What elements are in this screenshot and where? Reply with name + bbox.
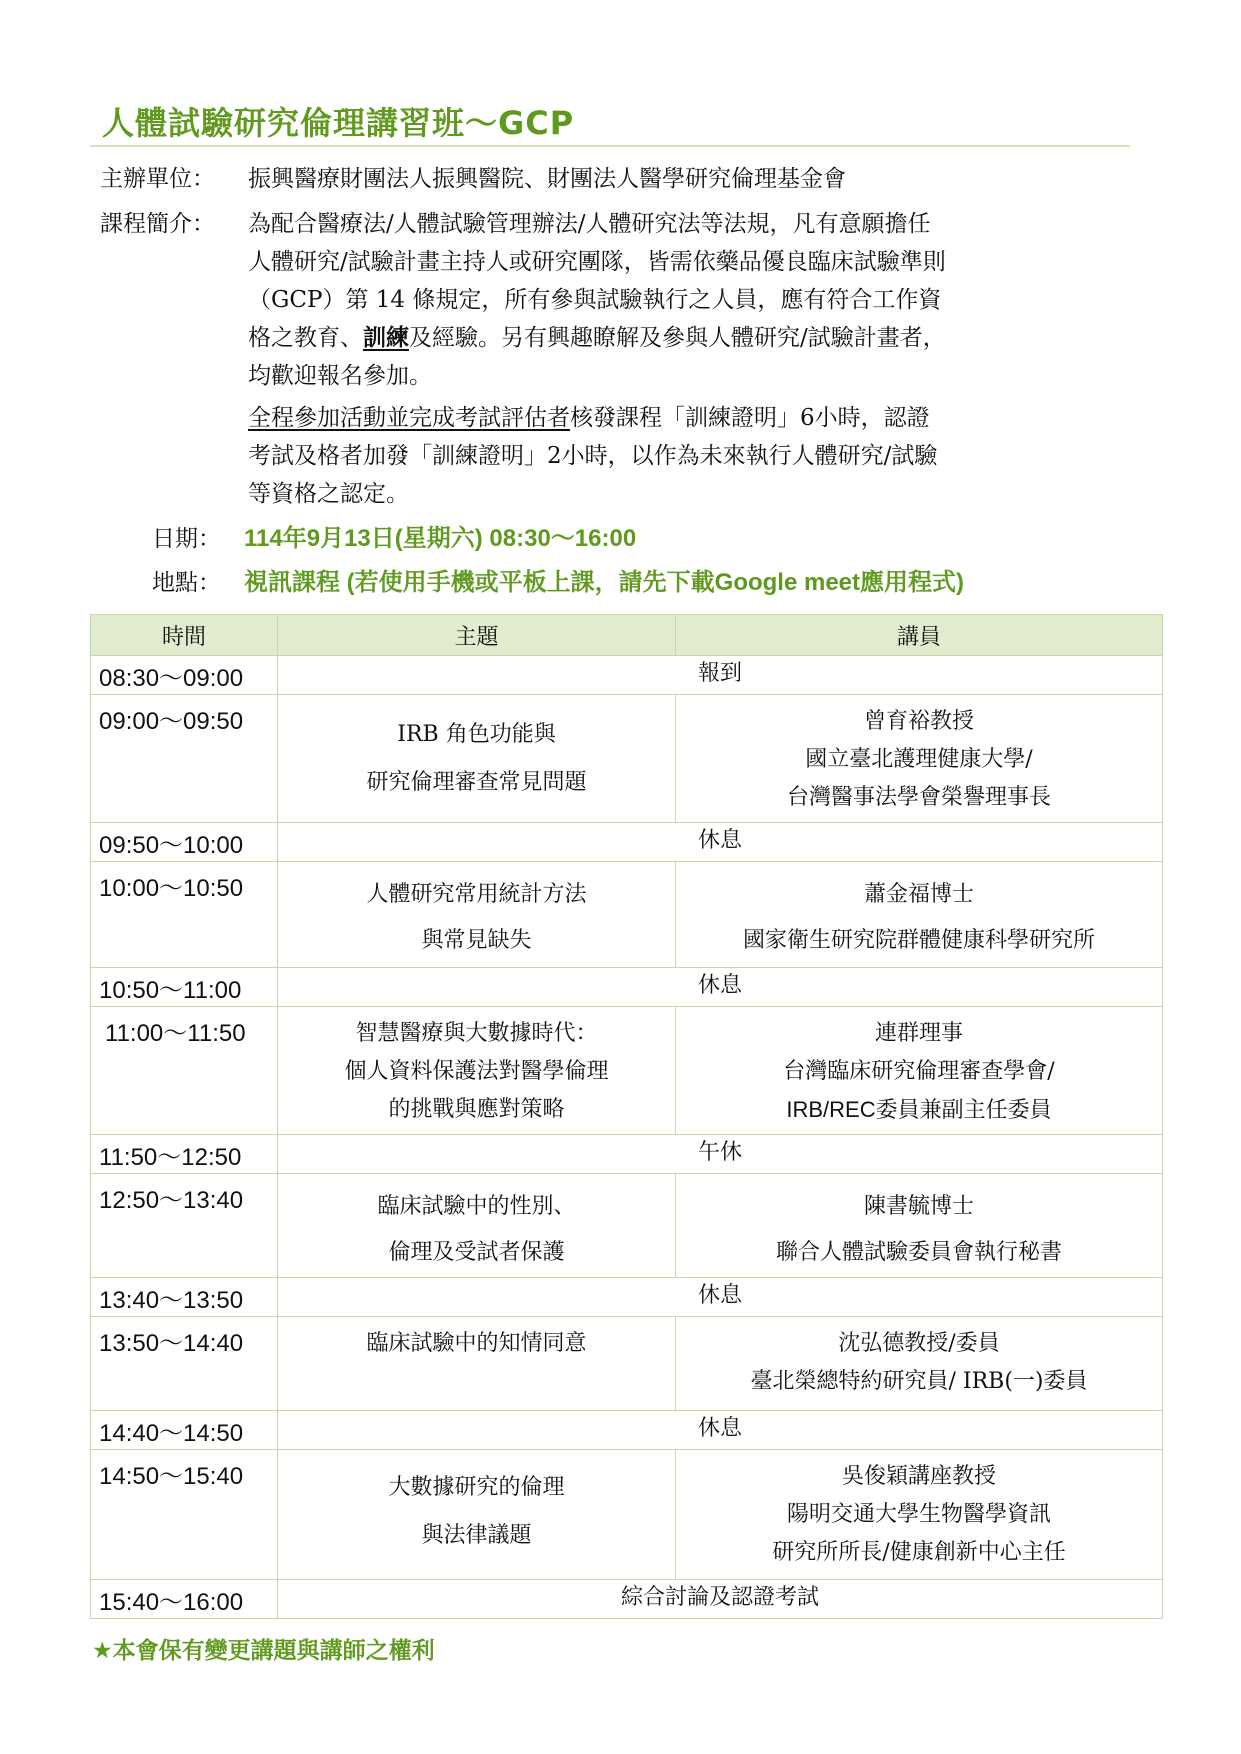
location-value: 視訊課程 (若使用手機或平板上課，請先下載Google meet應用程式) (244, 569, 965, 596)
session-cell: 休息 (278, 1411, 1163, 1450)
speaker-line: 國立臺北護理健康大學/ (805, 747, 1033, 772)
time-cell: 13:50～14:40 (91, 1317, 278, 1411)
header-speaker: 講員 (676, 615, 1163, 656)
topic-line: 臨床試驗中的知情同意 (366, 1331, 587, 1356)
intro-line (248, 319, 1128, 357)
table-row (91, 1580, 1163, 1619)
speaker-line: 聯合人體試驗委員會執行秘書 (775, 1240, 1062, 1265)
speaker-line: 沈弘德教授/委員 (838, 1331, 1000, 1356)
speaker-line: 連群理事 (874, 1021, 963, 1046)
session-cell: 休息 (278, 823, 1163, 862)
intro-text (248, 205, 1128, 513)
speaker-cell (676, 1174, 1163, 1278)
time-cell: 09:00～09:50 (91, 695, 278, 823)
speaker-cell (676, 862, 1163, 968)
topic-line: 的挑戰與應對策略 (388, 1097, 565, 1122)
header-topic: 主題 (278, 615, 676, 656)
schedule-table (90, 614, 1163, 1619)
topic-cell (278, 1174, 676, 1278)
time-cell: 13:40～13:50 (91, 1278, 278, 1317)
training-emphasis: 訓練 (363, 324, 409, 351)
session-cell: 報到 (278, 656, 1163, 695)
speaker-line: 國家衛生研究院群體健康科學研究所 (742, 928, 1095, 953)
speaker-cell (676, 695, 1163, 823)
table-row (91, 1411, 1163, 1450)
time-cell: 14:50～15:40 (91, 1450, 278, 1580)
speaker-line: 台灣臨床研究倫理審查學會/ (783, 1059, 1055, 1084)
intro-line (248, 399, 1128, 437)
time-cell: 14:40～14:50 (91, 1411, 278, 1450)
topic-cell (278, 1007, 676, 1135)
speaker-line: 蕭金福博士 (863, 882, 974, 907)
topic-line: IRB 角色功能與 (397, 722, 556, 747)
speaker-line: IRB/REC委員兼副主任委員 (786, 1097, 1052, 1122)
time-cell: 12:50～13:40 (91, 1174, 278, 1278)
table-row (91, 1278, 1163, 1317)
header-time: 時間 (91, 615, 278, 656)
intro-text-segment: 核發課程「訓練證明」6小時，認證 (570, 405, 930, 431)
speaker-cell (676, 1007, 1163, 1135)
table-row (91, 1450, 1163, 1580)
date-value: 114年9月13日(星期六) 08:30～16:00 (244, 525, 637, 552)
table-row (91, 823, 1163, 862)
intro-line: 考試及格者加發「訓練證明」2小時，以作為未來執行人體研究/試驗 (248, 443, 938, 469)
topic-cell (278, 1450, 676, 1580)
speaker-line: 研究所所長/健康創新中心主任 (772, 1540, 1066, 1565)
organizer-label: 主辦單位： (100, 166, 215, 192)
intro-text-segment: 及經驗。另有興趣瞭解及參與人體研究/試驗計畫者， (409, 325, 946, 351)
topic-cell (278, 695, 676, 823)
speaker-line: 曾育裕教授 (863, 709, 974, 734)
topic-line: 臨床試驗中的性別、 (377, 1194, 576, 1219)
completion-requirement: 全程參加活動並完成考試評估者 (248, 405, 570, 431)
location-label: 地點： (152, 570, 221, 596)
table-row (91, 1135, 1163, 1174)
topic-line: 人體研究常用統計方法 (366, 882, 587, 907)
time-cell: 10:50～11:00 (91, 968, 278, 1007)
table-row (91, 1174, 1163, 1278)
table-header-row (91, 615, 1163, 656)
intro-line: 人體研究/試驗計畫主持人或研究團隊，皆需依藥品優良臨床試驗準則 (248, 249, 946, 275)
time-cell: 15:40～16:00 (91, 1580, 278, 1619)
time-cell: 09:50～10:00 (91, 823, 278, 862)
table-row (91, 1317, 1163, 1411)
session-cell: 休息 (278, 968, 1163, 1007)
speaker-cell (676, 1317, 1163, 1411)
intro-line: 等資格之認定。 (248, 481, 409, 507)
speaker-line: 吳俊穎講座教授 (841, 1464, 996, 1489)
speaker-cell (676, 1450, 1163, 1580)
speaker-line: 臺北榮總特約研究員/ IRB(一)委員 (750, 1369, 1088, 1394)
table-row (91, 968, 1163, 1007)
intro-line: （GCP）第 14 條規定，所有參與試驗執行之人員，應有符合工作資 (248, 287, 942, 313)
topic-line: 個人資料保護法對醫學倫理 (344, 1059, 609, 1084)
topic-line: 智慧醫療與大數據時代： (355, 1021, 598, 1046)
speaker-line: 陳書毓博士 (863, 1194, 974, 1219)
table-row (91, 862, 1163, 968)
footnote: ★本會保有變更講題與講師之權利 (92, 1638, 435, 1664)
intro-line: 為配合醫療法/人體試驗管理辦法/人體研究法等法規，凡有意願擔任 (248, 211, 931, 237)
organizer-value: 振興醫療財團法人振興醫院、財團法人醫學研究倫理基金會 (248, 166, 846, 192)
topic-line: 與常見缺失 (421, 928, 532, 953)
topic-cell (278, 862, 676, 968)
session-cell: 休息 (278, 1278, 1163, 1317)
topic-line: 大數據研究的倫理 (388, 1475, 565, 1500)
intro-label: 課程簡介： (100, 211, 215, 237)
time-cell: 10:00～10:50 (91, 862, 278, 968)
time-cell: 11:00～11:50 (91, 1007, 278, 1135)
topic-line: 與法律議題 (421, 1523, 532, 1548)
title-divider (90, 145, 1130, 147)
table-row (91, 1007, 1163, 1135)
topic-line: 研究倫理審查常見問題 (366, 770, 587, 795)
topic-cell (278, 1317, 676, 1411)
time-cell: 08:30～09:00 (91, 656, 278, 695)
date-label: 日期： (152, 526, 221, 552)
page-title: 人體試驗研究倫理講習班～GCP (102, 104, 575, 142)
session-cell: 綜合討論及認證考試 (278, 1580, 1163, 1619)
table-row (91, 695, 1163, 823)
time-cell: 11:50～12:50 (91, 1135, 278, 1174)
table-row (91, 656, 1163, 695)
topic-line: 倫理及受試者保護 (388, 1240, 565, 1265)
intro-line: 均歡迎報名參加。 (248, 363, 432, 389)
session-cell: 午休 (278, 1135, 1163, 1174)
intro-text-segment: 格之教育、 (248, 325, 363, 351)
speaker-line: 台灣醫事法學會榮譽理事長 (786, 785, 1051, 810)
speaker-line: 陽明交通大學生物醫學資訊 (786, 1502, 1051, 1527)
